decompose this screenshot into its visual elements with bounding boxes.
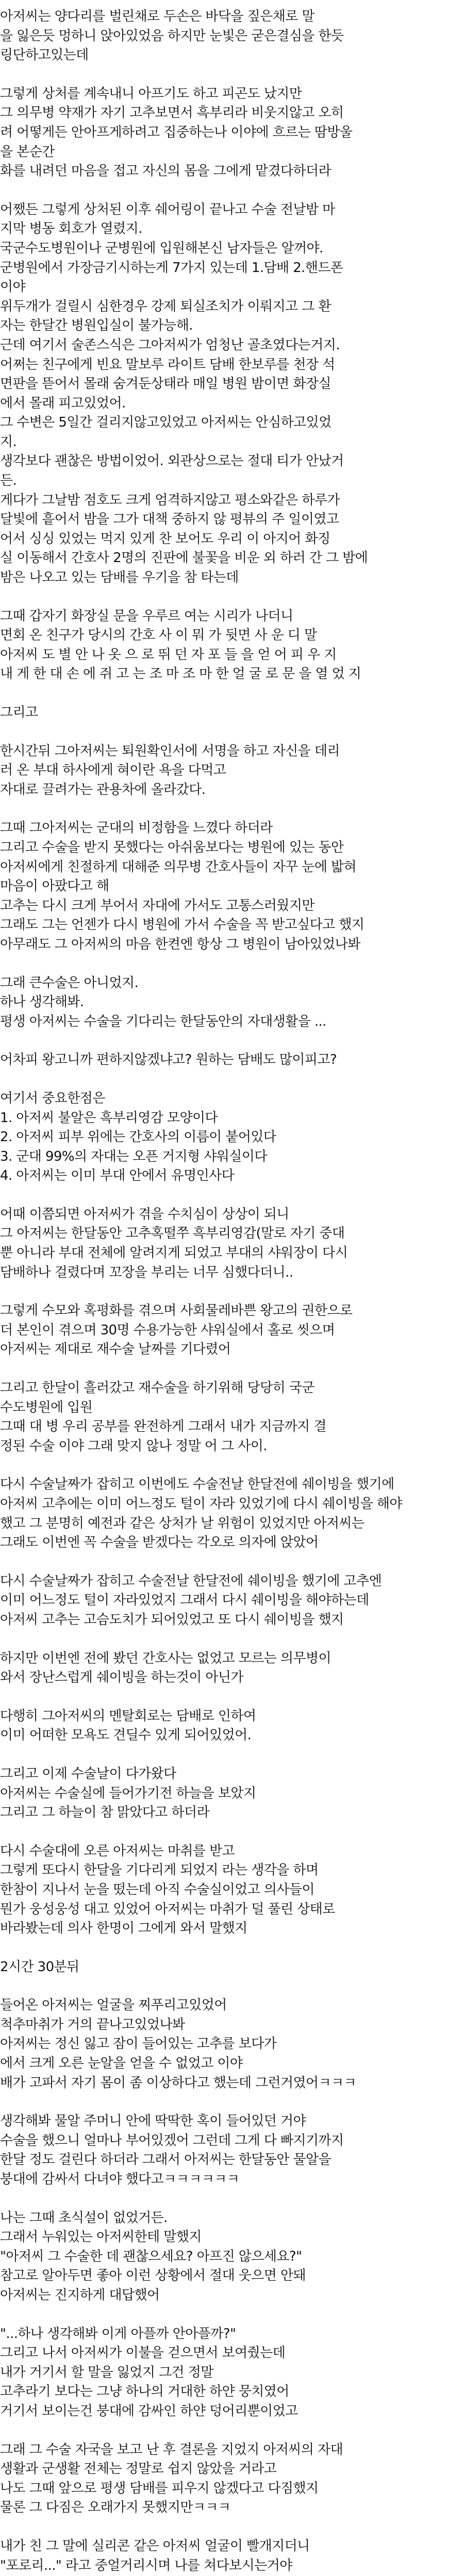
text-line: 그 아저씨는 한달동안 고추혹떨쭈 흑부리영감(말로 자기 중대: [0, 1226, 345, 1242]
paragraph: [0, 1649, 464, 1688]
text-line: 자대로 끌려가는 관용차에 올라갔다.: [0, 782, 206, 798]
text-line: 그때 그아저씨는 군대의 비정함을 느꼈다 하더라: [0, 820, 273, 836]
paragraph: [0, 819, 464, 954]
text-line: 어쨌든 그렇게 상처된 이후 쉐어링이 끝나고 수술 전날밤 마: [0, 201, 335, 217]
text-line: 국군수도병원이나 군병원에 입원해본신 남자들은 알꺼야.: [0, 240, 323, 256]
text-line: 다시 수술대에 오른 아저씨는 마취를 받고: [0, 1843, 235, 1859]
text-line: 그 수변은 5일간 걸리지않고있었고 아저씨는 안심하고있었: [0, 415, 332, 431]
text-line: 화를 내려던 마음을 접고 자신의 몸을 그에게 맡겼다하더라: [0, 163, 332, 179]
text-line: 하지만 이번엔 전에 봤던 간호사는 없었고 모르는 의무병이: [0, 1650, 332, 1666]
text-line: 그 의무병 약재가 자기 고추보면서 흑부리라 비웃지않고 오히: [0, 105, 344, 121]
text-line: 지.: [0, 434, 17, 450]
paragraph: [0, 1996, 464, 2093]
text-line: 하나 생각해봐.: [0, 994, 84, 1010]
text-line: 그리고 수술을 받지 못했다는 아쉬움보다는 병원에 있는 동안: [0, 839, 344, 855]
text-line: 이미 어느정도 털이 자라있었지 그래서 다시 쉐이빙을 해야하는데: [0, 1592, 369, 1608]
text-line: 내가 거기서 할 말을 잃었지 그건 정말: [0, 2364, 213, 2380]
text-line: 한참이 지나서 눈을 떴는데 아직 수술실이었고 의사들이: [0, 1882, 314, 1897]
paragraph: [0, 1707, 464, 1745]
text-line: 그렇게 또다시 한달을 기다리게 되었지 라는 생각을 하며: [0, 1862, 319, 1878]
paragraph: [0, 2209, 464, 2306]
text-line: 참고로 알아두면 좋아 이런 상황에서 절대 웃으면 안돼: [0, 2268, 306, 2284]
text-line: 뿐 아니라 부대 전체에 알려지게 되었고 부대의 샤워장이 다시: [0, 1245, 348, 1261]
text-line: 내 게 한 대 손 에 쥐 고 는 조 마 조 마 한 얼 굴 로 문 을 열 었 지: [0, 666, 361, 682]
text-line: 아저씨는 정신 잃고 잠이 들어있는 고추를 보다가: [0, 2036, 277, 2052]
paragraph: [0, 703, 464, 723]
text-line: 3. 군대 99%의 자대는 오픈 거지형 샤워실이다: [0, 1148, 267, 1164]
paragraph: [0, 2441, 464, 2518]
text-line: 아저씨 도 별 안 나 옷 으 로 뛰 던 자 포 들 을 얻 어 피 우 지: [0, 647, 337, 663]
text-line: 에서 몰래 피고있었어.: [0, 395, 126, 411]
text-line: 생각보다 괜찮은 방법이었어. 외관상으로는 절대 티가 안났거: [0, 453, 344, 469]
text-line: 려 어떻게든 안아프게하려고 집중하는나 이야에 흐르는 땀방울: [0, 124, 353, 140]
text-line: 2시간 30분뒤: [0, 1959, 79, 1975]
text-line: 아저씨 고추는 고슴도치가 되어있었고 또 다시 쉐이빙을 했지: [0, 1612, 344, 1628]
text-line: 2. 아저씨 피부 위에는 간호사의 이름이 붙어있다: [0, 1129, 276, 1145]
text-line: 생각해봐 물알 주머니 안에 딱딱한 혹이 들어있던 거야: [0, 2113, 306, 2129]
text-line: 아저씨에게 친절하게 대해준 의무병 간호사들이 자꾸 눈에 밟혀: [0, 859, 357, 875]
text-line: 아저씨는 진지하게 대답했어: [0, 2287, 160, 2303]
text-line: 다시 수술날짜가 잡히고 수술전날 한달전에 쉐이빙을 했기에 고추엔: [0, 1573, 382, 1589]
text-line: 그래도 그는 언젠가 다시 병원에 가서 수술을 꼭 받고싶다고 했지: [0, 917, 364, 933]
text-line: 이야: [0, 279, 26, 295]
text-line: 정된 수술 이야 그래 맞지 않나 정말 어 그 사이.: [0, 1438, 267, 1454]
text-line: 면회 온 친구가 당시의 간호 사 이 뭐 가 뒷면 사 운 디 말: [0, 628, 317, 643]
text-line: 군병원에서 가장금기시하는게 7가지 있는데 1.담배 2.핸드폰: [0, 260, 343, 276]
text-line: 게다가 그날밤 점호도 크게 엄격하지않고 평소와같은 하루가: [0, 492, 340, 508]
text-line: 수술을 했으니 얼마나 부어있겠어 그런데 그게 다 빠지기까지: [0, 2132, 344, 2148]
text-line: 그래 큰수술은 아니었지.: [0, 975, 139, 991]
text-line: 생활과 군생활 전체는 정말로 쉽지 않았을 거라고: [0, 2461, 277, 2477]
paragraph: [0, 1842, 464, 1939]
text-line: 더 본인이 겪으며 30명 수용가능한 샤워실에서 홀로 씻으며: [0, 1322, 335, 1338]
paragraph: [0, 1958, 464, 1977]
text-line: "...하나 생각해봐 이게 아플까 안아플까?": [0, 2326, 236, 2342]
paragraph: [0, 2537, 464, 2576]
text-line: 아저씨는 제대로 재수술 날짜를 기다렸어: [0, 1342, 231, 1358]
paragraph: [0, 1572, 464, 1630]
paragraph: [0, 7, 464, 65]
text-line: 거기서 보이는건 붕대에 감싸인 하얀 덩어리뿐이었고: [0, 2403, 298, 2419]
text-line: 그렇게 수모와 혹평화를 겪으며 사회물레바쁜 왕고의 권한으로: [0, 1303, 353, 1319]
text-line: "포로리..." 라고 중얼거리시며 나를 쳐다보시는거야: [0, 2557, 292, 2573]
text-line: 을 본순간: [0, 144, 55, 160]
text-line: 1. 아저씨 불알은 흑부리영감 모양이다: [0, 1110, 218, 1126]
paragraph: [0, 1765, 464, 1823]
text-line: 4. 아저씨는 이미 부대 안에서 유명인사다: [0, 1168, 235, 1184]
text-line: 붕대에 감싸서 다녀야 했다고ㅋㅋㅋㅋㅋㅋ: [0, 2172, 240, 2188]
text-line: 링단하고있는데: [0, 47, 89, 63]
text-line: 어차피 왕고니까 편하지않겠냐고? 원하는 담배도 많이피고?: [0, 1052, 337, 1068]
text-line: 을 잃은듯 멍하니 앉아있었음 하지만 눈빛은 굳은결심을 한듯: [0, 28, 344, 44]
paragraph: [0, 1475, 464, 1552]
text-line: 실 이동해서 간호사 2명의 진판에 불꽃을 비운 외 하러 간 그 밤에: [0, 550, 368, 566]
text-line: 마음이 아팠다고 해: [0, 878, 109, 894]
text-line: 수도병원에 입원: [0, 1399, 93, 1415]
text-line: 뭔가 웅성웅성 대고 있었어 아저씨는 마취가 덜 풀린 상태로: [0, 1901, 335, 1917]
text-line: 들어온 아저씨는 얼굴을 찌푸리고있었어: [0, 1997, 227, 2013]
text-line: 든.: [0, 473, 17, 489]
paragraph: [0, 1301, 464, 1360]
paragraph: [0, 2325, 464, 2421]
text-line: 그리고 한달이 흘러갔고 재수술을 하기위해 당당히 국군: [0, 1380, 314, 1396]
text-line: 이미 어떠한 모욕도 견딜수 있게 되어있었어.: [0, 1727, 252, 1743]
text-line: 그래도 이번엔 꼭 수술을 받겠다는 각오로 의자에 앉았어: [0, 1535, 319, 1551]
paragraph: [0, 1089, 464, 1186]
paragraph: [0, 2112, 464, 2189]
text-line: 여기서 중요한점은: [0, 1090, 105, 1106]
text-line: 면판을 뜯어서 몰래 숨겨둔상태라 매일 병원 밤이면 화장실: [0, 376, 332, 392]
text-line: 고추라기 보다는 그냥 하나의 거대한 하얀 뭉치였어: [0, 2384, 289, 2400]
paragraph: [0, 200, 464, 588]
text-line: 다시 수술날짜가 잡히고 이번에도 수술전날 한달전에 쉐이빙을 했기에: [0, 1477, 394, 1493]
text-line: 어쩌는 친구에게 빈요 말보루 라이트 담배 한보루를 천장 석: [0, 357, 335, 372]
paragraph: [0, 1379, 464, 1456]
text-line: 어때 이쯤되면 아저씨가 겪을 수치심이 상상이 되니: [0, 1206, 289, 1222]
text-line: 바라봤는데 의사 한명이 그에게 와서 말했지: [0, 1921, 247, 1937]
paragraph: [0, 742, 464, 800]
text-line: 그리고 그 하늘이 참 맑았다고 하더라: [0, 1805, 210, 1821]
text-line: 그래서 누워있는 아저씨한테 말했지: [0, 2229, 202, 2245]
text-line: 아저씨는 수술실에 들어가기전 하늘을 보았지: [0, 1785, 256, 1801]
text-line: 달빛에 흩어서 밤을 그가 대책 중하지 않 평뷰의 주 일이였고: [0, 512, 339, 528]
text-line: 그렇게 상처를 계속내니 아프기도 하고 피곤도 났지만: [0, 86, 302, 101]
text-line: 척추마취가 거의 끝나고있었나봐: [0, 2016, 185, 2032]
text-line: 나는 그때 초식설이 없었거든.: [0, 2210, 168, 2226]
text-line: 아저씨 고추에는 이미 어느정도 털이 자라 있었기에 다시 쉐이빙을 해야: [0, 1496, 402, 1512]
text-line: 그리고 이제 수술날이 다가왔다: [0, 1766, 176, 1782]
text-line: 내가 친 그 말에 실리콘 같은 아저씨 얼굴이 빨개지더니: [0, 2538, 310, 2554]
text-line: 밤은 나오고 있는 담배를 우기을 참 타는데: [0, 570, 239, 586]
text-line: 그리고 나서 아저씨가 이불을 걷으면서 보여줬는데: [0, 2345, 286, 2361]
paragraph: [0, 607, 464, 684]
text-line: 한달 정도 걸린다 하더라 그래서 아저씨는 한달동안 물알을: [0, 2152, 332, 2168]
text-line: 그때 갑자기 화장실 문을 우루르 여는 시리가 나더니: [0, 608, 293, 624]
text-line: 그리고: [0, 705, 38, 720]
text-line: 나도 그때 앞으로 평생 담배를 피우지 않겠다고 다짐했지: [0, 2480, 319, 2496]
paragraph: [0, 84, 464, 181]
text-line: 러 온 부대 하사에게 혀이란 욕을 다먹고: [0, 762, 226, 778]
text-line: "아저씨 그 수술한 데 괜찮으세요? 아프진 않으세요?": [0, 2248, 302, 2264]
text-line: 했고 그 분명히 예전과 같은 상처가 날 위험이 있었지만 아저씨는: [0, 1515, 364, 1531]
text-line: 위두개가 걸릴시 심한경우 강제 퇴실조치가 이뤄지고 그 환: [0, 298, 332, 314]
text-line: 지막 병동 회호가 열렸지.: [0, 221, 142, 237]
text-line: 물론 그 다짐은 오래가지 못했지만ㅋㅋㅋ: [0, 2500, 231, 2516]
text-line: 아무래도 그 아저씨의 마음 한켠엔 항상 그 병원이 남아있었나봐: [0, 936, 360, 952]
paragraph: [0, 1050, 464, 1070]
text-line: 에서 크게 오른 눈알을 얻을 수 없었고 이야: [0, 2056, 243, 2072]
paragraph: [0, 1205, 464, 1282]
text-line: 아저씨는 양다리를 벌린채로 두손은 바닥을 짚은채로 말: [0, 9, 314, 24]
text-line: 어서 싱싱 있었는 먹지 있게 찬 보어도 우리 이 아지어 화징: [0, 531, 330, 547]
paragraph: [0, 974, 464, 1032]
text-line: 평생 아저씨는 수술을 기다리는 한달동안의 자대생활을 ...: [0, 1013, 326, 1029]
text-line: 와서 장난스럽게 쉐이빙을 하는것이 아닌가: [0, 1670, 243, 1686]
text-line: 근데 여기서 술존스식은 그아저씨가 엄청난 골초였다는거지.: [0, 337, 340, 353]
text-line: 다행히 그아저씨의 멘탈회로는 담배로 인하여: [0, 1708, 256, 1724]
text-line: 그래 그 수술 자국을 보고 난 후 결론을 지었지 아저씨의 자대: [0, 2442, 343, 2458]
text-line: 고추는 다시 크게 부어서 자대에 가서도 고통스러웠지만: [0, 897, 314, 913]
text-line: 자는 한달간 병원입실이 불가능해.: [0, 318, 193, 334]
text-line: 그때 대 병 우리 공부를 완전하게 그래서 내가 지금까지 결: [0, 1419, 326, 1435]
text-line: 담배하나 걸렸다며 꼬장을 부리는 너무 심했다더니..: [0, 1264, 293, 1280]
text-line: 배가 고파서 자기 몸이 좀 이상하다고 했는데 그런거였어ㅋㅋㅋ: [0, 2075, 357, 2091]
text-line: 한시간뒤 그아저씨는 퇴원확인서에 서명을 하고 자신을 데리: [0, 743, 340, 759]
